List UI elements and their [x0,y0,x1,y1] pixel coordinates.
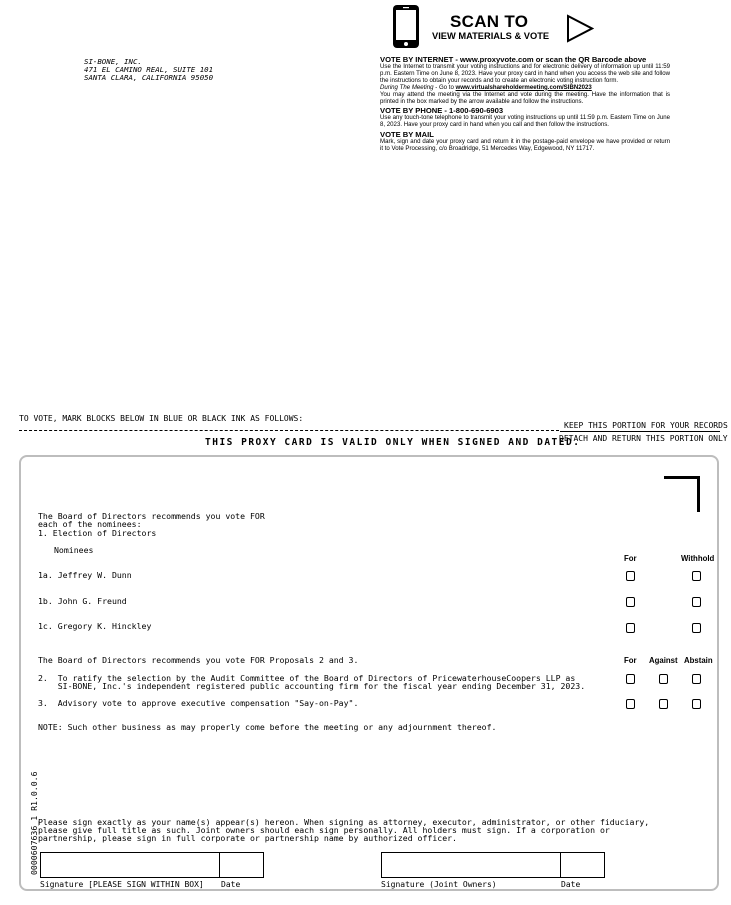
nominee-1c: 1c. Gregory K. Hinckley [38,621,152,631]
column-for: For [624,554,637,563]
date-label: Date [221,880,241,889]
checkbox-1a-withhold[interactable] [692,571,701,581]
phone-icon [392,4,420,49]
detach-portion-label: DETACH AND RETURN THIS PORTION ONLY [559,434,728,443]
column-abstain: Abstain [684,656,713,665]
checkbox-3-for[interactable] [626,699,635,709]
board-recommendation-line1: The Board of Directors recommends you vote FOR [38,511,265,521]
board-recommendation-proposals: The Board of Directors recommends you vote FOR Proposals 2 and 3. [38,655,359,665]
internet-heading: VOTE BY INTERNET - www.proxyvote.com or scan the QR Barcode above [380,55,647,64]
note-other-business: NOTE: Such other business as may properly come before the meeting or any adjournment thereof. [38,722,497,732]
column-against: Against [649,656,678,665]
proposal-3: 3. Advisory vote to approve executive compensation "Say-on-Pay". [38,698,359,708]
play-arrow-icon [566,14,594,43]
company-address [84,58,213,82]
scan-title: SCAN TO [450,12,529,31]
checkbox-2-against[interactable] [659,674,668,684]
phone-heading: VOTE BY PHONE - 1-800-690-6903 [380,106,504,116]
scan-subtitle: VIEW MATERIALS & VOTE [432,31,550,41]
corner-mark [664,476,700,512]
nominee-1b: 1b. John G. Freund [38,596,127,606]
column-for-proposals: For [624,656,637,665]
checkbox-3-abstain[interactable] [692,699,701,709]
signature-instruction-line3: partnership, please sign in full corporate or partnership name by authorized officer. [38,833,457,843]
internet-text: Use the Internet to transmit your voting instructions and for electronic delivery of information up until 11:59 p.m. Eastern Time on June 8, 2023. Have your proxy card in hand when you access the web site and follow the instructions to obtain your records and to create an electronic voting instruction form. [380,63,670,84]
company-name: SI-BONE, INC. [84,57,142,66]
checkbox-1b-withhold[interactable] [692,597,701,607]
board-recommendation-line2: each of the nominees: [38,519,142,529]
joint-signature-label: Signature (Joint Owners) [381,880,497,889]
item-1-election: 1. Election of Directors [38,528,157,538]
checkbox-1a-for[interactable] [626,571,635,581]
checkbox-1c-for[interactable] [626,623,635,633]
nominee-1a: 1a. Jeffrey W. Dunn [38,570,132,580]
to-vote-instruction: TO VOTE, MARK BLOCKS BELOW IN BLUE OR BLACK INK AS FOLLOWS: [19,414,304,423]
company-address-line1: 471 EL CAMINO REAL, SUITE 101 [84,65,214,74]
checkbox-1b-for[interactable] [626,597,635,607]
proposal-2-line2: SI-BONE, Inc.'s independent registered public accounting firm for the fiscal year ending December 31, 2023. [38,681,586,691]
detach-dashed-line [19,430,559,431]
checkbox-3-against[interactable] [659,699,668,709]
meeting-link[interactable]: www.virtualshareholdermeeting.com/SIBN2023 [455,83,592,91]
company-address-line2: SANTA CLARA, CALIFORNIA 95050 [84,73,214,82]
mail-text: Mark, sign and date your proxy card and return it in the postage-paid envelope we have provided or return it to Vote Processing, c/o Broadridge, 51 Mercedes Way, Edgewood, NY 11717. [380,138,670,153]
voting-instructions [380,54,670,153]
keep-portion-rule [560,431,720,432]
meeting-label: During The Meeting [380,83,434,91]
form-code: 0000607636_1 R1.0.0.6 [29,771,39,875]
keep-portion-label: KEEP THIS PORTION FOR YOUR RECORDS [564,421,728,430]
joint-date-label: Date [561,880,581,889]
joint-signature-date-divider [560,852,561,878]
signature-instruction-line1: Please sign exactly as your name(s) appear(s) hereon. When signing as attorney, executor, administrator, or other fiduciary, [38,817,650,827]
meeting-text: You may attend the meeting via the Internet and vote during the meeting. Have the information that is printed in the box marked by the arrow available and follow the instructions. [380,90,670,105]
checkbox-2-abstain[interactable] [692,674,701,684]
mail-heading: VOTE BY MAIL [380,130,434,140]
signature-label: Signature [PLEASE SIGN WITHIN BOX] [40,880,204,889]
proposal-2-line1: 2. To ratify the selection by the Audit Committee of the Board of Directors of PricewaterhouseCoopers LLP as [38,673,576,683]
joint-signature-box[interactable] [381,852,605,878]
checkbox-1c-withhold[interactable] [692,623,701,633]
signature-instruction-line2: please give full title as such. Joint owners should each sign personally. All holders must sign. If a corporation or [38,825,610,835]
nominees-label: Nominees [54,545,94,555]
signature-box[interactable] [40,852,264,878]
column-withhold: Withhold [681,554,715,563]
signature-date-divider [219,852,220,878]
phone-text: Use any touch-tone telephone to transmit your voting instructions up until 11:59 p.m. Eastern Time on June 8, 2023. Have your proxy card in hand when you call and then follow the instructions. [380,114,670,129]
checkbox-2-for[interactable] [626,674,635,684]
valid-notice: THIS PROXY CARD IS VALID ONLY WHEN SIGNED AND DATED. [205,437,581,448]
meeting-goto: - Go to [433,83,456,91]
